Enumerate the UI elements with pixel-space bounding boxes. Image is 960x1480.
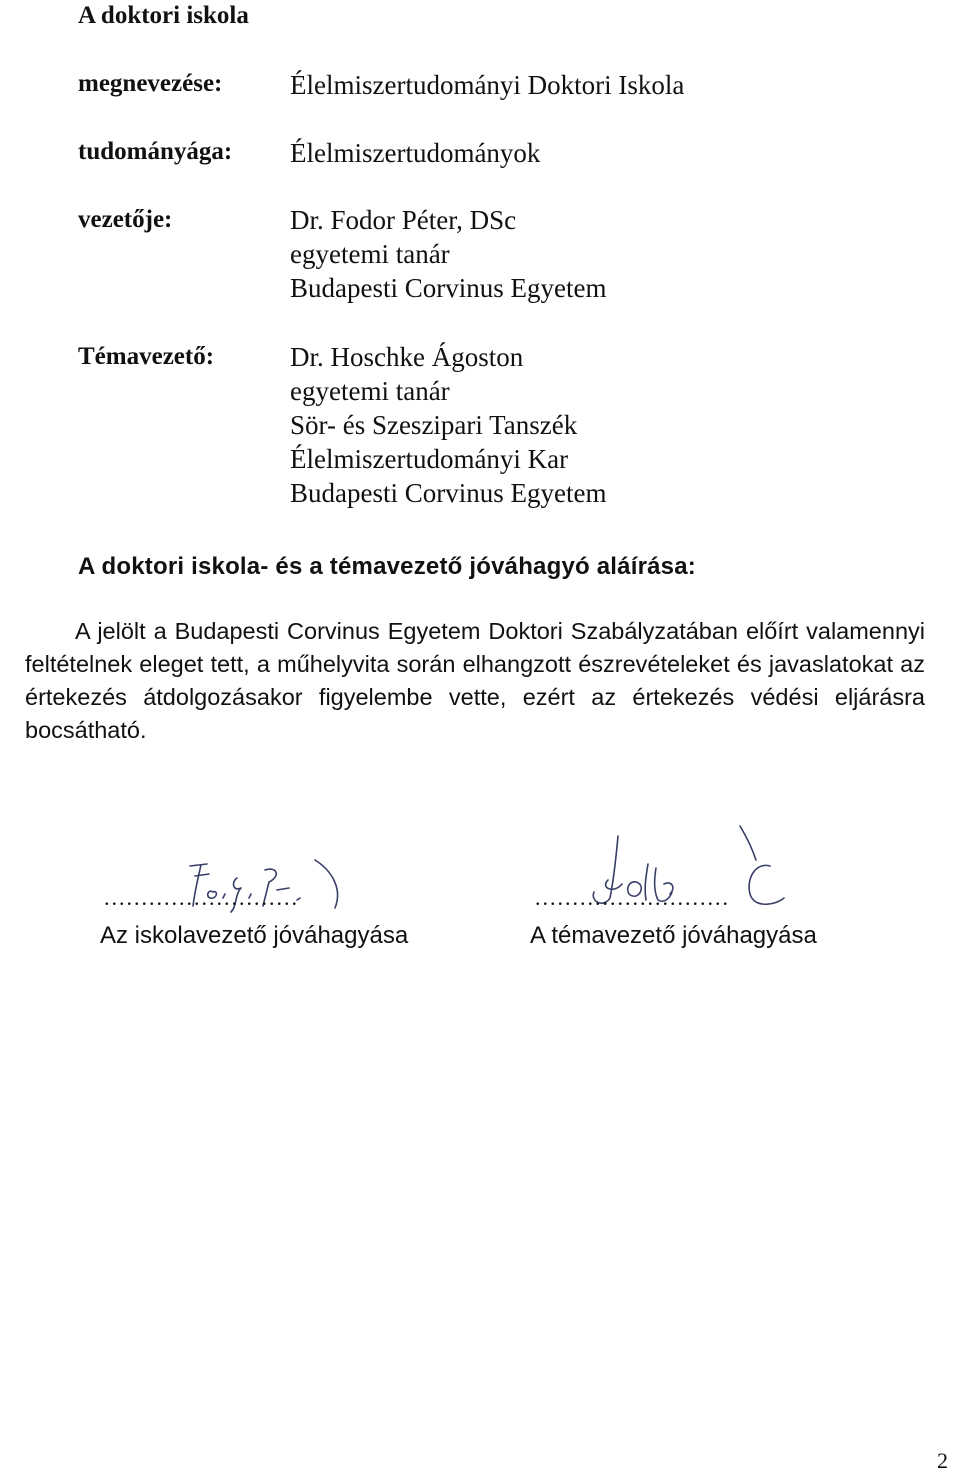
school-head-title: egyetemi tanár bbox=[290, 239, 450, 269]
school-name-label: megnevezése: bbox=[78, 70, 223, 97]
page-number: 2 bbox=[937, 1448, 948, 1473]
right-signature-dots: .......................... bbox=[535, 885, 730, 910]
approval-title: A doktori iskola- és a témavezető jóváhagyó aláírása: bbox=[78, 553, 696, 580]
supervisor-faculty: Élelmiszertudományi Kar bbox=[290, 444, 569, 474]
supervisor-department: Sör- és Szeszipari Tanszék bbox=[290, 410, 578, 440]
supervisor-name: Dr. Hoschke Ágoston bbox=[290, 342, 524, 372]
supervisor-label: Témavezető: bbox=[78, 343, 215, 370]
section-heading: A doktori iskola bbox=[78, 2, 249, 29]
supervisor-block bbox=[290, 340, 606, 510]
left-signature-caption: Az iskolavezető jóváhagyása bbox=[100, 922, 409, 949]
supervisor-title: egyetemi tanár bbox=[290, 376, 450, 406]
school-head-label: vezetője: bbox=[78, 206, 173, 233]
right-signature-caption: A témavezető jóváhagyása bbox=[530, 922, 817, 949]
supervisor-institution: Budapesti Corvinus Egyetem bbox=[290, 478, 607, 508]
school-head-block bbox=[290, 203, 606, 305]
school-head-name: Dr. Fodor Péter, DSc bbox=[290, 205, 517, 235]
school-field-label: tudományága: bbox=[78, 138, 233, 165]
school-name-value: Élelmiszertudományi Doktori Iskola bbox=[290, 70, 685, 100]
left-signature-dots: .......................... bbox=[104, 885, 299, 910]
school-field-value: Élelmiszertudományok bbox=[290, 138, 541, 168]
approval-paragraph: A jelölt a Budapesti Corvinus Egyetem Doktori Szabályzatában előírt valamennyi feltételnek eleget tett, a műhelyvita során elhangzott észrevételeket és javaslatokat az értekezés átdolgozásakor figyelembe vette, ezért az értekezés védési eljárásra bocsátható. bbox=[25, 618, 925, 743]
school-head-institution: Budapesti Corvinus Egyetem bbox=[290, 273, 607, 303]
